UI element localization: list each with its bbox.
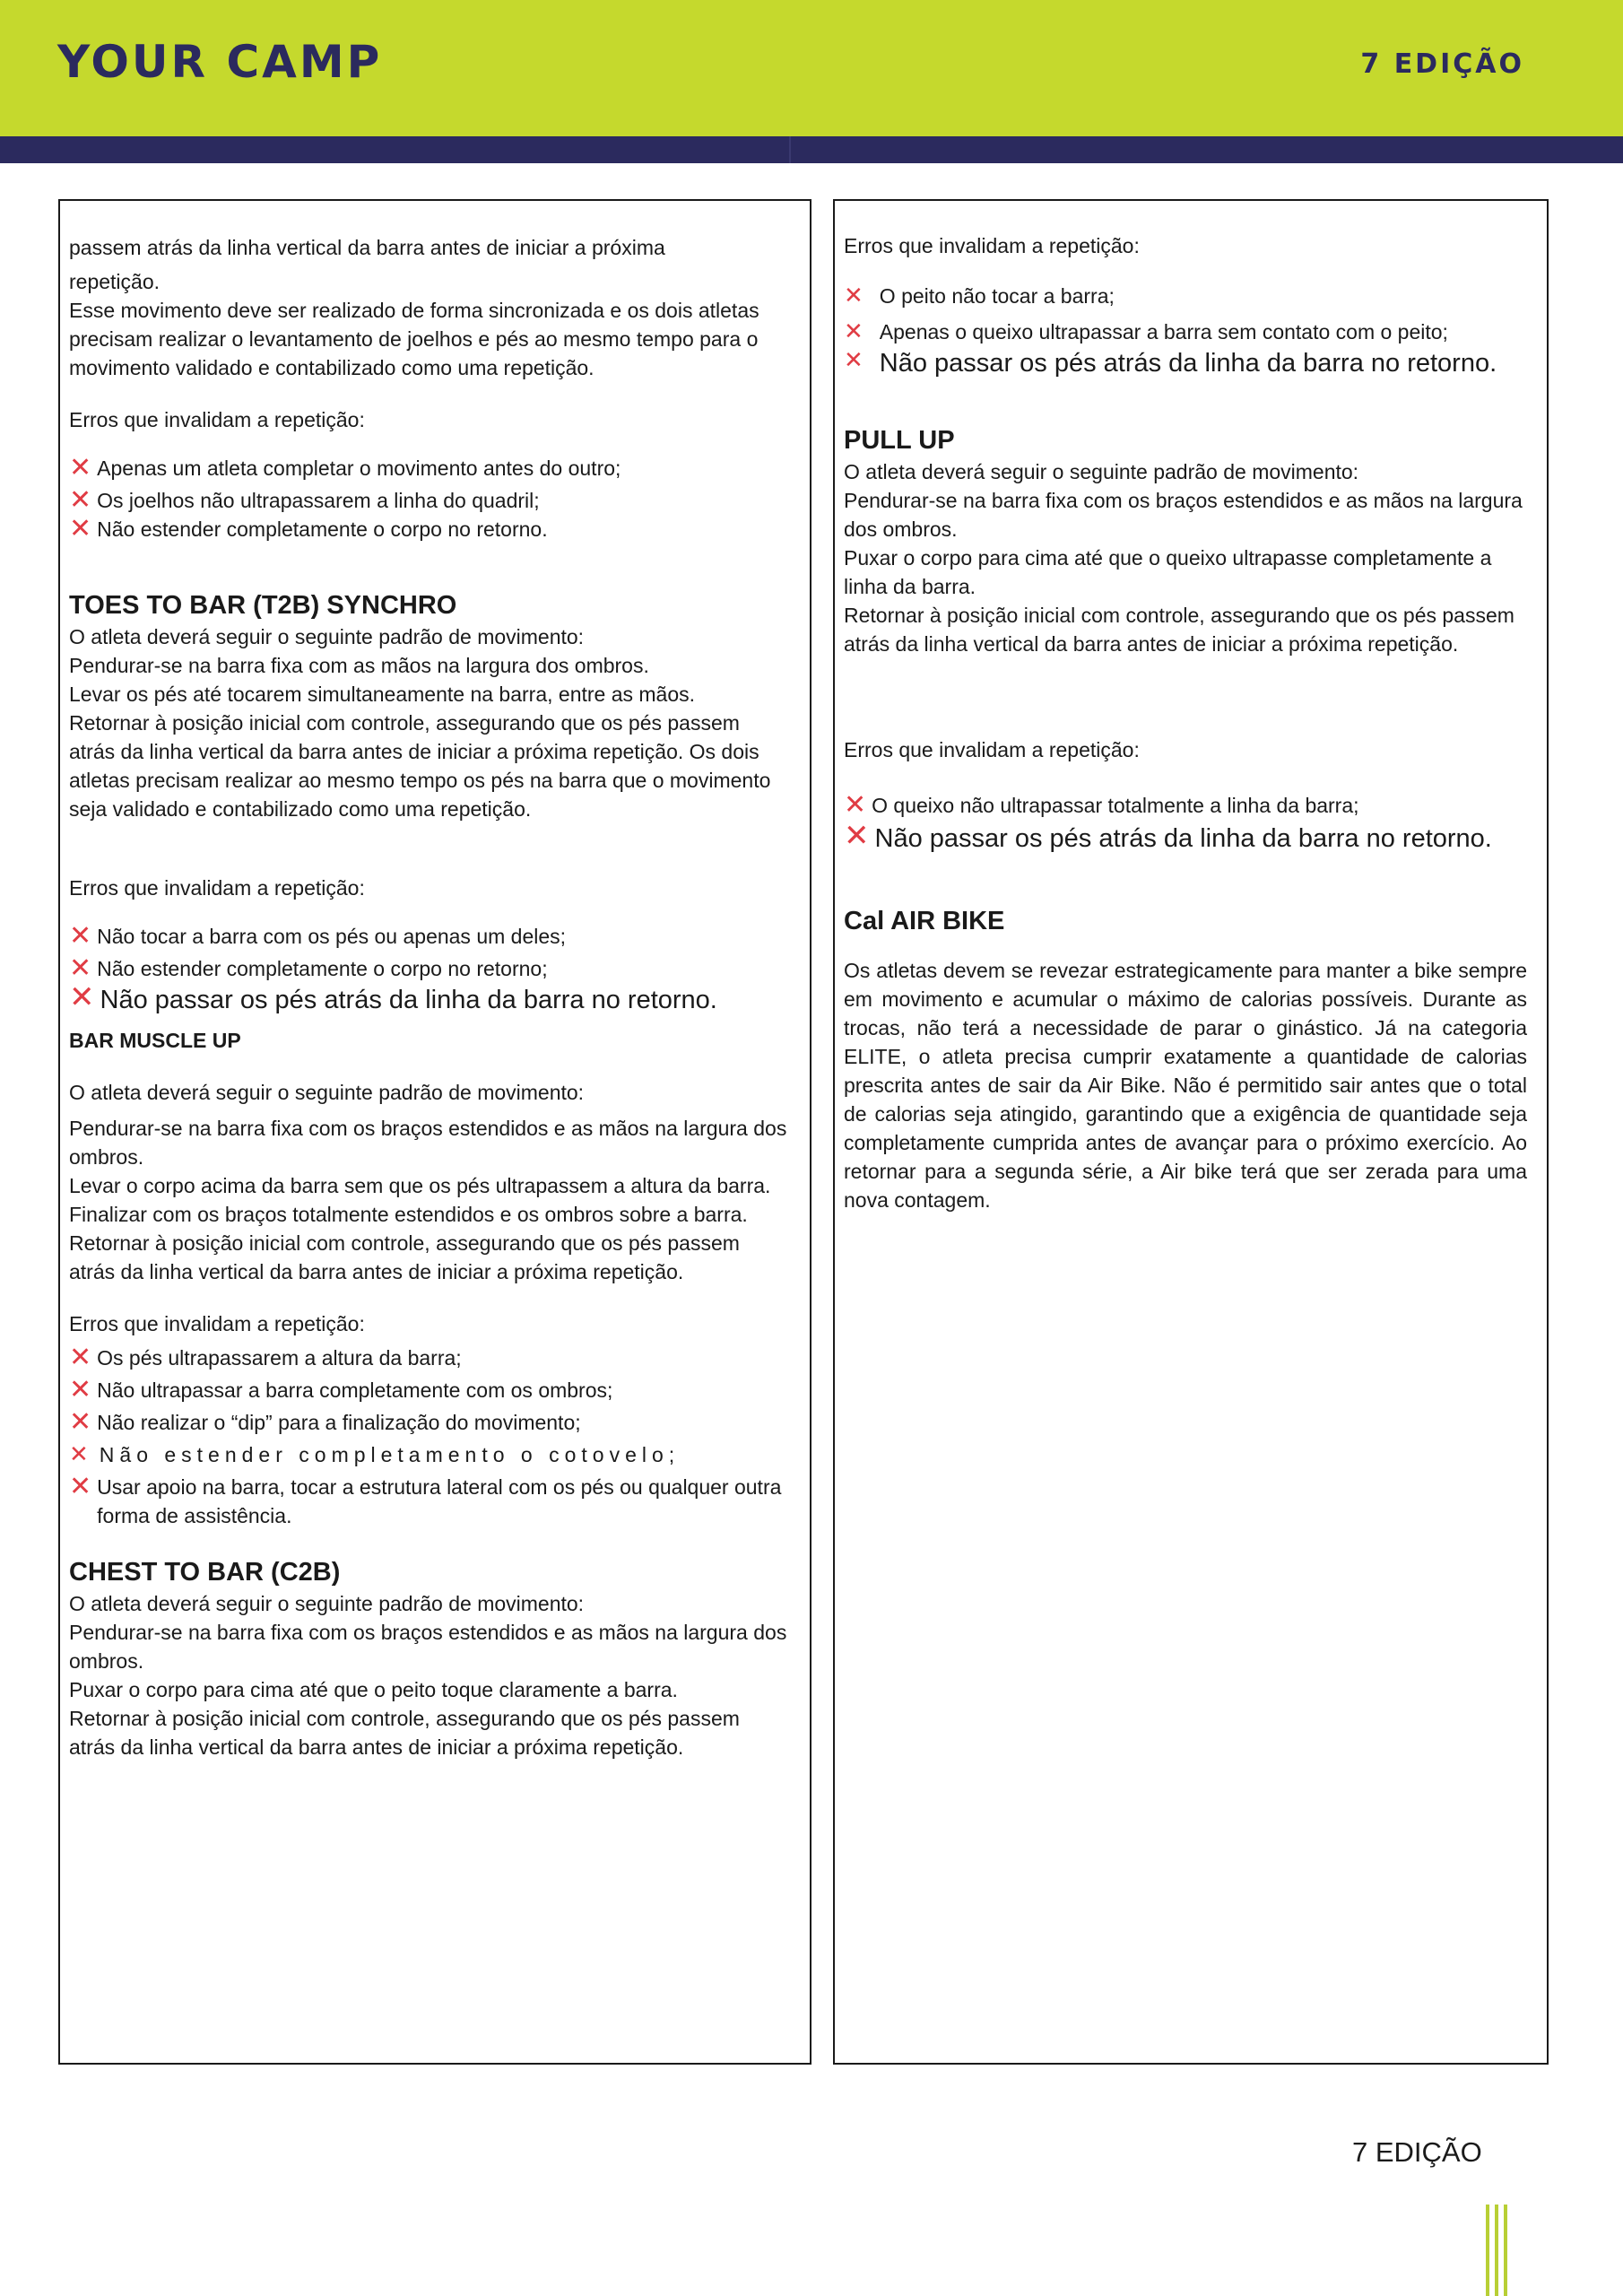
error-item: ✕ Não estender completamento o cotovelo; xyxy=(69,1441,681,1468)
error-x-icon: ✕ xyxy=(844,347,864,374)
intro-line-2: repetição. xyxy=(69,270,161,293)
error-x-icon: ✕ xyxy=(69,1374,92,1405)
section-title-t2b: TOES TO BAR (T2B) SYNCHRO xyxy=(69,591,457,620)
error-list xyxy=(69,1344,790,1530)
errors-heading: Erros que invalidam a repetição: xyxy=(69,876,365,900)
error-item: ✕ Não realizar o “dip” para a finalização do movimento; xyxy=(69,1406,581,1438)
right-column xyxy=(833,199,1549,2065)
error-item: ✕ Não estender completamente o corpo no retorno; xyxy=(69,952,548,984)
error-x-icon: ✕ xyxy=(69,1441,94,1468)
error-item: ✕ O peito não tocar a barra; xyxy=(844,283,1115,309)
pullup-body: O atleta deverá seguir o seguinte padrão de movimento: Pendurar-se na barra fixa com os braços estendidos e as mãos na largura dos ombros. Puxar o corpo para cima até que o queixo ultrapasse completamente a linha da barra. Retornar à posição inicial com controle, assegurando que os pés passem atrás da linha vertical da barra antes de iniciar a próxima repetição. xyxy=(844,460,1523,656)
error-item: ✕ Usar apoio na barra, tocar a estrutura lateral com os pés ou qualquer outra forma de assistência. xyxy=(69,1471,782,1527)
error-item: ✕ Os joelhos não ultrapassarem a linha do quadril; xyxy=(69,484,540,516)
error-item: ✕ Apenas um atleta completar o movimento antes do outro; xyxy=(69,452,621,483)
section-title-pullup: PULL UP xyxy=(844,426,955,455)
error-x-icon: ✕ xyxy=(69,1342,92,1373)
errors-heading: Erros que invalidam a repetição: xyxy=(844,738,1140,761)
page-header xyxy=(0,0,1623,136)
error-x-icon: ✕ xyxy=(69,1406,92,1438)
header-band xyxy=(0,136,1623,163)
errors-heading: Erros que invalidam a repetição: xyxy=(69,408,365,431)
error-list xyxy=(69,922,790,1017)
footer-edition: 7 EDIÇÃO xyxy=(1352,2136,1482,2168)
footer-decoration xyxy=(1486,2205,1513,2296)
error-x-icon: ✕ xyxy=(844,283,864,309)
section-title-c2b: CHEST TO BAR (C2B) xyxy=(69,1558,341,1587)
intro-line-1: passem atrás da linha vertical da barra antes de iniciar a próxima xyxy=(69,236,665,259)
error-item: ✕ Os pés ultrapassarem a altura da barra; xyxy=(69,1342,462,1373)
error-x-icon: ✕ xyxy=(69,920,92,952)
error-x-icon: ✕ xyxy=(844,318,864,345)
error-x-icon: ✕ xyxy=(69,452,92,483)
error-x-icon: ✕ xyxy=(844,789,867,821)
bmu-body: Pendurar-se na barra fixa com os braços estendidos e as mãos na largura dos ombros. Levar o corpo acima da barra sem que os pés ultrapassem a altura da barra. Finalizar com os braços totalmente estendidos e os ombros sobre a barra. Retornar à posição inicial com controle, assegurando que os pés passem atrás da linha vertical da barra antes de iniciar a próxima repetição. xyxy=(69,1117,787,1283)
error-item: ✕ Apenas o queixo ultrapassar a barra sem contato com o peito; xyxy=(844,318,1448,345)
errors-heading: Erros que invalidam a repetição: xyxy=(69,1312,365,1335)
error-x-icon: ✕ xyxy=(69,484,92,516)
edition-label: 7 EDIÇÃO xyxy=(1360,48,1524,80)
error-x-icon: ✕ xyxy=(69,979,95,1015)
error-list xyxy=(844,282,1527,380)
error-list xyxy=(69,454,790,544)
error-item: ✕ Não ultrapassar a barra completamente com os ombros; xyxy=(69,1374,613,1405)
error-item: ✕ Não passar os pés atrás da linha da barra no retorno. xyxy=(69,979,717,1015)
error-item: ✕ Não passar os pés atrás da linha da barra no retorno. xyxy=(844,347,1497,378)
intro-paragraph: Esse movimento deve ser realizado de forma sincronizada e os dois atletas precisam realizar o levantamento de joelhos e pés ao mesmo tempo para o movimento validado e contabilizado como uma repetição. xyxy=(69,299,759,379)
airbike-body: Os atletas devem se revezar estrategicamente para manter a bike sempre em movimento e acumular o máximo de calorias possíveis. Durante as trocas, não terá a necessidade de parar o ginástico. Já na categoria ELITE, o atleta precisa cumprir exatamente a quantidade de calorias prescrita antes de sair da Air Bike. Não é permitido sair antes que o total de calorias seja atingido, garantindo que a exigência de quantidade seja completamente cumprida antes de avançar para o próximo exercício. Ao retornar para a segunda série, a Air bike terá que ser zerada para uma nova contagem. xyxy=(844,959,1527,1212)
error-item: ✕ O queixo não ultrapassar totalmente a linha da barra; xyxy=(844,789,1359,821)
error-list xyxy=(844,791,1527,856)
error-x-icon: ✕ xyxy=(69,952,92,984)
error-item: ✕ Não passar os pés atrás da linha da barra no retorno. xyxy=(844,818,1492,854)
error-item: ✕ Não tocar a barra com os pés ou apenas um deles; xyxy=(69,920,567,952)
errors-heading: Erros que invalidam a repetição: xyxy=(844,234,1140,257)
error-x-icon: ✕ xyxy=(844,818,870,854)
t2b-body: O atleta deverá seguir o seguinte padrão de movimento: Pendurar-se na barra fixa com as mãos na largura dos ombros. Levar os pés até tocarem simultaneamente na barra, entre as mãos. Retornar à posição inicial com controle, assegurando que os pés passem atrás da linha vertical da barra antes de iniciar a próxima repetição. Os dois atletas precisam realizar ao mesmo tempo os pés na barra que o movimento seja validado e contabilizado como uma repetição. xyxy=(69,625,771,821)
error-item: ✕ Não estender completamente o corpo no retorno. xyxy=(69,513,548,544)
error-x-icon: ✕ xyxy=(69,513,92,544)
section-title-airbike: Cal AIR BIKE xyxy=(844,907,1005,935)
brand-logo: YOUR CAMP xyxy=(57,36,383,88)
section-title-bmu: BAR MUSCLE UP xyxy=(69,1029,241,1052)
error-x-icon: ✕ xyxy=(69,1471,92,1502)
c2b-body: O atleta deverá seguir o seguinte padrão de movimento: Pendurar-se na barra fixa com os braços estendidos e as mãos na largura dos ombros. Puxar o corpo para cima até que o peito toque claramente a barra. Retornar à posição inicial com controle, assegurando que os pés passem atrás da linha vertical da barra antes de iniciar a próxima repetição. xyxy=(69,1592,787,1759)
bmu-intro: O atleta deverá seguir o seguinte padrão de movimento: xyxy=(69,1081,585,1104)
left-column xyxy=(58,199,812,2065)
